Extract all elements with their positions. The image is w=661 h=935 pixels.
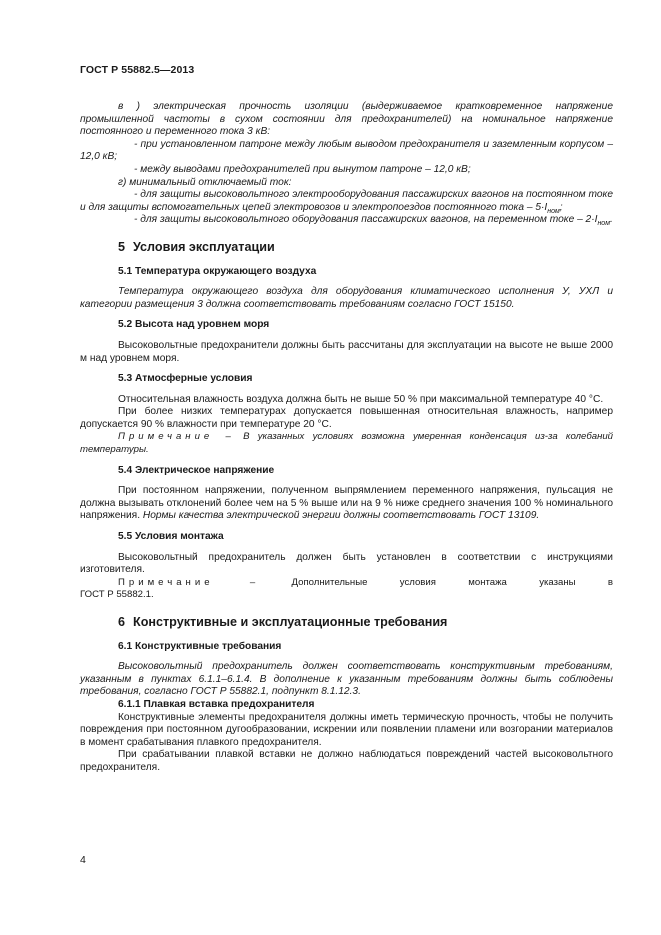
- section-5-3-note: [80, 431, 613, 456]
- item-g-dash-2-end: .: [610, 214, 613, 226]
- item-v-dash-2: - между выводами предохранителей при вынутом патроне – 12,0 кВ;: [134, 163, 471, 175]
- section-5-1-text: Температура окружающего воздуха для оборудования климатического исполнения У, УХЛ и категории размещения 3 должна соответствовать требованиям согласно ГОСТ 15150.: [80, 286, 613, 310]
- section-6-1-1-heading: 6.1.1 Плавкая вставка предохранителя: [118, 698, 315, 710]
- item-g-dash-2-sub: ном: [597, 220, 610, 228]
- section-5-1-heading: 5.1 Температура окружающего воздуха: [118, 265, 317, 277]
- section-6-title: Конструктивные и эксплуатационные требования: [133, 615, 448, 629]
- section-5-4-text: [80, 485, 613, 523]
- section-5-heading: [118, 241, 613, 254]
- item-g-dash-1-text: - для защиты высоковольтного электрооборудования пассажирских вагонов на постоянном токе и для защиты вспомогательных цепей электровозов и электропоездов постоянного тока – 5·I: [80, 189, 613, 213]
- document-header: ГОСТ Р 55882.5—2013: [80, 64, 195, 76]
- section-5-3-text-1: Относительная влажность воздуха должна быть не выше 50 % при максимальной температуре 40 °С.: [118, 393, 604, 405]
- section-6-1-heading: 6.1 Конструктивные требования: [118, 640, 282, 652]
- section-5-5-heading: 5.5 Условия монтажа: [118, 531, 224, 543]
- section-5-4-text-italic: Нормы качества электрической энергии должны соответствовать ГОСТ 13109.: [142, 510, 540, 522]
- section-6-1-1-text-1: Конструктивные элементы предохранителя должны иметь термическую прочность, чтобы не получить повреждения при постоянном дугообразовании, искрении или появлении пламени или возгорании материалов в момент срабатывания плавкого предохранителя.: [80, 711, 613, 748]
- section-5-5-text: Высоковольтный предохранитель должен быть установлен в соответствии с инструкциями изготовителя.: [80, 551, 613, 576]
- section-6-number: 6: [118, 615, 126, 629]
- section-5-2-text: Высоковольтные предохранители должны быть рассчитаны для эксплуатации на высоте не выше 2000 м над уровнем моря.: [80, 339, 613, 364]
- section-5-5-note-tail: ГОСТ Р 55882.1.: [80, 589, 154, 601]
- section-5-3-text-2: При более низких температурах допускается повышенная относительная влажность, например допускается 90 % влажности при температуре 20 °С.: [80, 406, 613, 430]
- item-g-dash-1-end: ;: [559, 201, 563, 213]
- item-v-dash-1: - при установленном патроне между любым выводом предохранителя и заземленным корпусом – 12,0 кВ;: [80, 138, 613, 163]
- section-5-3-heading: 5.3 Атмосферные условия: [118, 373, 253, 385]
- item-v-intro: в ) электрическая прочность изоляции (выдерживаемое кратковременное напряжение промышленной частоты в сухом состоянии для предохранителей) на номинальное напряжение постоянного и переменного тока 3 кВ:: [80, 101, 613, 138]
- item-g-dash-2-text: - для защиты высоковольтного оборудования пассажирских вагонов, на переменном токе – 2·I: [134, 214, 598, 226]
- item-g-intro: г) минимальный отключаемый ток:: [118, 176, 292, 188]
- section-5-4-heading: 5.4 Электрическое напряжение: [118, 464, 275, 476]
- item-g-dash-2: [80, 214, 613, 227]
- section-6-1-text: Высоковольтный предохранитель должен соответствовать конструктивным требованиям, указанным в пунктах 6.1.1–6.1.4. В дополнение к указанным требованиям должны быть соблюдены требования, согласно ГОСТ Р 55882.1, подпункт 8.1.12.3.: [80, 661, 613, 698]
- section-6-heading: [118, 616, 613, 629]
- item-g-dash-1: [80, 189, 613, 214]
- section-5-4-text-main: При постоянном напряжении, полученном выпрямлением переменного напряжения, пульсация не должна вызывать отклонений более чем на 5 % выше или на 9 % ниже среднего значения 100 % номинального напряжения.: [80, 485, 613, 522]
- note-label: Примечание –: [118, 576, 260, 588]
- note-text: В указанных условиях возможна умеренная конденсация из-за колебаний температуры.: [80, 431, 614, 456]
- section-5-title: Условия эксплуатации: [133, 239, 275, 254]
- item-g-dash-1-sub: ном: [547, 207, 560, 215]
- note-text: Дополнительные условия монтажа указаны в: [291, 576, 613, 588]
- section-6-1-1-text-2: При срабатывании плавкой вставки не должно наблюдаться повреждений частей высоковольтного предохранителя.: [80, 749, 613, 773]
- document-body: [80, 101, 613, 775]
- section-5-number: 5: [118, 239, 126, 254]
- section-5-5-note: [80, 577, 613, 590]
- page-number: 4: [80, 854, 86, 866]
- section-5-2-heading: 5.2 Высота над уровнем моря: [118, 319, 270, 331]
- note-label: Примечание –: [118, 431, 235, 443]
